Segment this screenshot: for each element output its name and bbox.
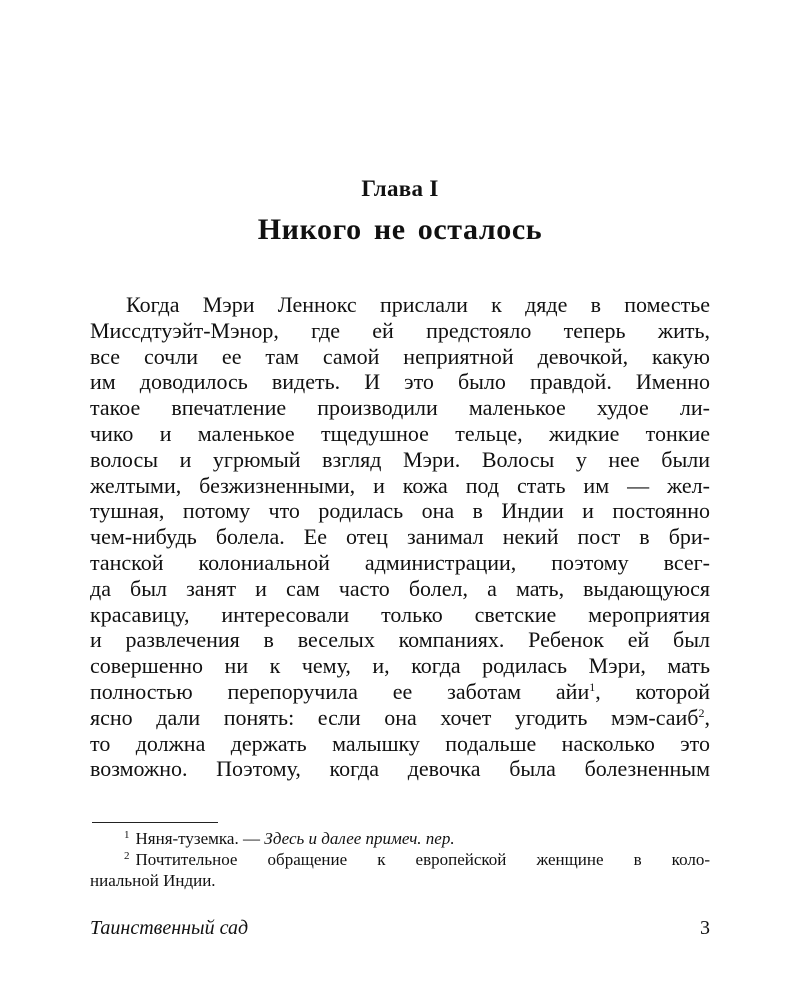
footnote-ref-1: 1 bbox=[589, 679, 596, 694]
footnote-number: 1 bbox=[124, 829, 130, 841]
body-line: желтыми, безжизненными, и кожа под стать им — жел- bbox=[90, 472, 710, 498]
page-footer bbox=[90, 917, 710, 943]
body-line: то должна держать малышку подальше насколько это bbox=[90, 730, 710, 756]
body-line: такое впечатление производили маленькое худое ли- bbox=[90, 395, 710, 421]
body-line: чем-нибудь болела. Ее отец занимал некий пост в бри- bbox=[90, 524, 710, 550]
body-line-text: , bbox=[704, 704, 710, 730]
body-text bbox=[90, 292, 710, 782]
body-line: да был занят и сам часто болел, а мать, выдающуюся bbox=[90, 575, 710, 601]
body-line: совершенно ни к чему, и, когда родилась Мэри, мать bbox=[90, 653, 710, 679]
body-line: волосы и угрюмый взгляд Мэри. Волосы у нее были bbox=[90, 446, 710, 472]
footnote-ref-2: 2 bbox=[698, 705, 705, 720]
running-title: Таинственный сад bbox=[90, 917, 249, 939]
page-number: 3 bbox=[700, 917, 710, 939]
body-line: чико и маленькое тщедушное тельце, жидкие тонкие bbox=[90, 420, 710, 446]
body-line: тушная, потому что родилась она в Индии и постоянно bbox=[90, 498, 710, 524]
body-line: возможно. Поэтому, когда девочка была болезненным bbox=[90, 756, 710, 782]
body-line: Когда Мэри Леннокс прислали к дяде в поместье bbox=[126, 292, 710, 317]
body-line-text: , которой bbox=[595, 678, 710, 704]
body-line: им доводилось видеть. И это было правдой. Именно bbox=[90, 369, 710, 395]
body-line: Миссдтуэйт-Мэнор, где ей предстояло теперь жить, bbox=[90, 317, 710, 343]
body-line-with-footnote-ref-2 bbox=[90, 705, 710, 731]
footnotes bbox=[90, 828, 710, 891]
body-line: и развлечения в веселых компаниях. Ребенок ей был bbox=[90, 627, 710, 653]
footnote-divider bbox=[92, 822, 218, 823]
chapter-title: Никого не осталось bbox=[257, 213, 543, 246]
footnote-number: 2 bbox=[124, 850, 130, 862]
footnote-1 bbox=[90, 828, 710, 849]
footnote-2-continued: ниальной Индии. bbox=[90, 871, 216, 890]
body-line-with-footnote-ref-1 bbox=[90, 679, 710, 705]
body-line: все сочли ее там самой неприятной девочкой, какую bbox=[90, 343, 710, 369]
footnote-text: Почтительное обращение к европейской женщине в коло- bbox=[135, 850, 710, 869]
body-line: танской колониальной администрации, поэтому всег- bbox=[90, 549, 710, 575]
chapter-label: Глава I bbox=[361, 176, 439, 201]
footnote-text: Няня-туземка. — bbox=[135, 829, 265, 848]
body-line-text: полностью перепоручила ее заботам айи bbox=[90, 678, 590, 704]
footnote-2 bbox=[90, 849, 710, 870]
footnote-italic-note: Здесь и далее примеч. пер. bbox=[264, 829, 455, 848]
body-line-text: ясно дали понять: если она хочет угодить мэм-саиб bbox=[90, 704, 699, 730]
body-line: красавицу, интересовали только светские мероприятия bbox=[90, 601, 710, 627]
